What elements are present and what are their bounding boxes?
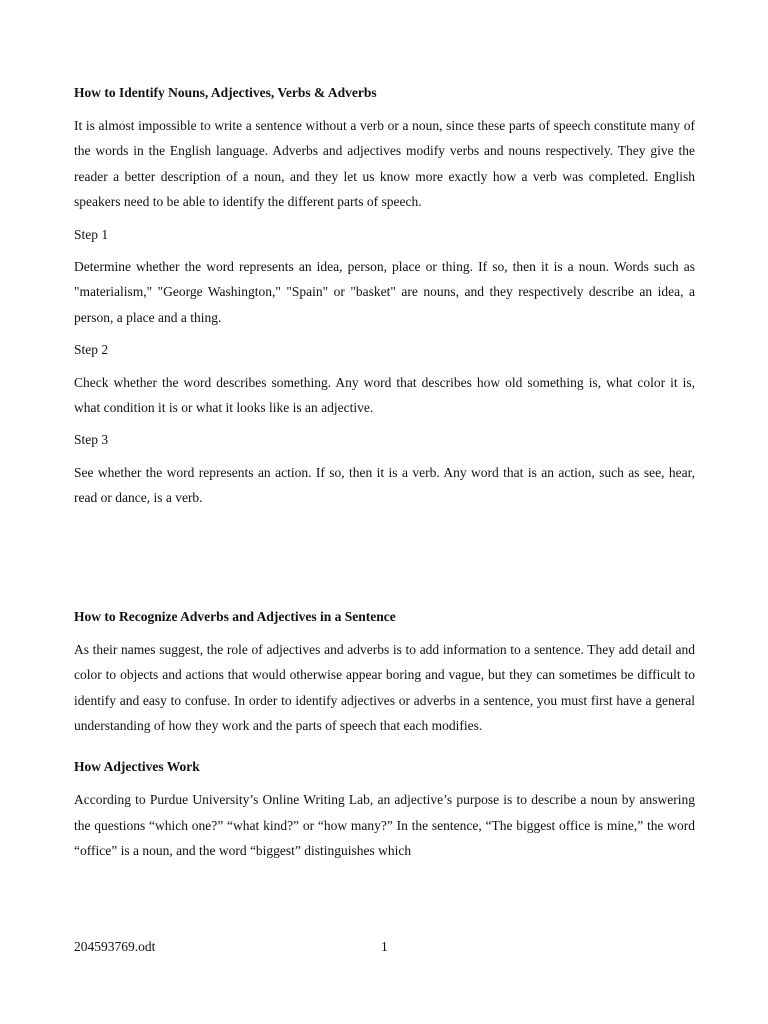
- document-body: [74, 80, 695, 864]
- step-2-label: Step 2: [74, 342, 109, 358]
- heading-how-adjectives-work: How Adjectives Work: [74, 759, 200, 775]
- step-2-text: Check whether the word describes something. Any word that describes how old something is, what color it is, what condition it is or what it looks like is an adjective.: [74, 374, 695, 416]
- step-3-label: Step 3: [74, 432, 109, 448]
- step-1-text: Determine whether the word represents an idea, person, place or thing. If so, then it is a noun. Words such as "materialism," "George Washington," "Spain" or "basket" are nouns, and they respectively describe an idea, a person, a place and a thing.: [74, 259, 695, 325]
- intro-paragraph: It is almost impossible to write a sentence without a verb or a noun, since these parts of speech constitute many of the words in the English language. Adverbs and adjectives modify verbs and nouns respectively. They give the reader a better description of a noun, and they let us know more exactly how a verb was completed. English speakers need to be able to identify the different parts of speech.: [74, 118, 695, 210]
- recognize-paragraph: As their names suggest, the role of adjectives and adverbs is to add information to a sentence. They add detail and color to objects and actions that would otherwise appear boring and vague, but they can sometimes be difficult to identify and easy to confuse. In order to identify adjectives or adverbs in a sentence, you must first have a general understanding of how they work and the parts of speech that each modifies.: [74, 641, 695, 733]
- footer-filename: 204593769.odt: [74, 939, 156, 954]
- heading-identify-parts-of-speech: How to Identify Nouns, Adjectives, Verbs & Adverbs: [74, 85, 377, 100]
- step-1-label: Step 1: [74, 226, 109, 242]
- heading-recognize-adverbs-adjectives: How to Recognize Adverbs and Adjectives in a Sentence: [74, 608, 396, 624]
- footer-page-number: 1: [381, 939, 388, 954]
- step-3-text: See whether the word represents an action. If so, then it is a verb. Any word that is an action, such as see, hear, read or dance, is a verb.: [74, 464, 695, 506]
- adjectives-paragraph: According to Purdue University’s Online Writing Lab, an adjective’s purpose is to describe a noun by answering the questions “which one?” “what kind?” or “how many?” In the sentence, “The biggest office is mine,” the word “office” is a noun, and the word “biggest” distinguishes which: [74, 792, 695, 859]
